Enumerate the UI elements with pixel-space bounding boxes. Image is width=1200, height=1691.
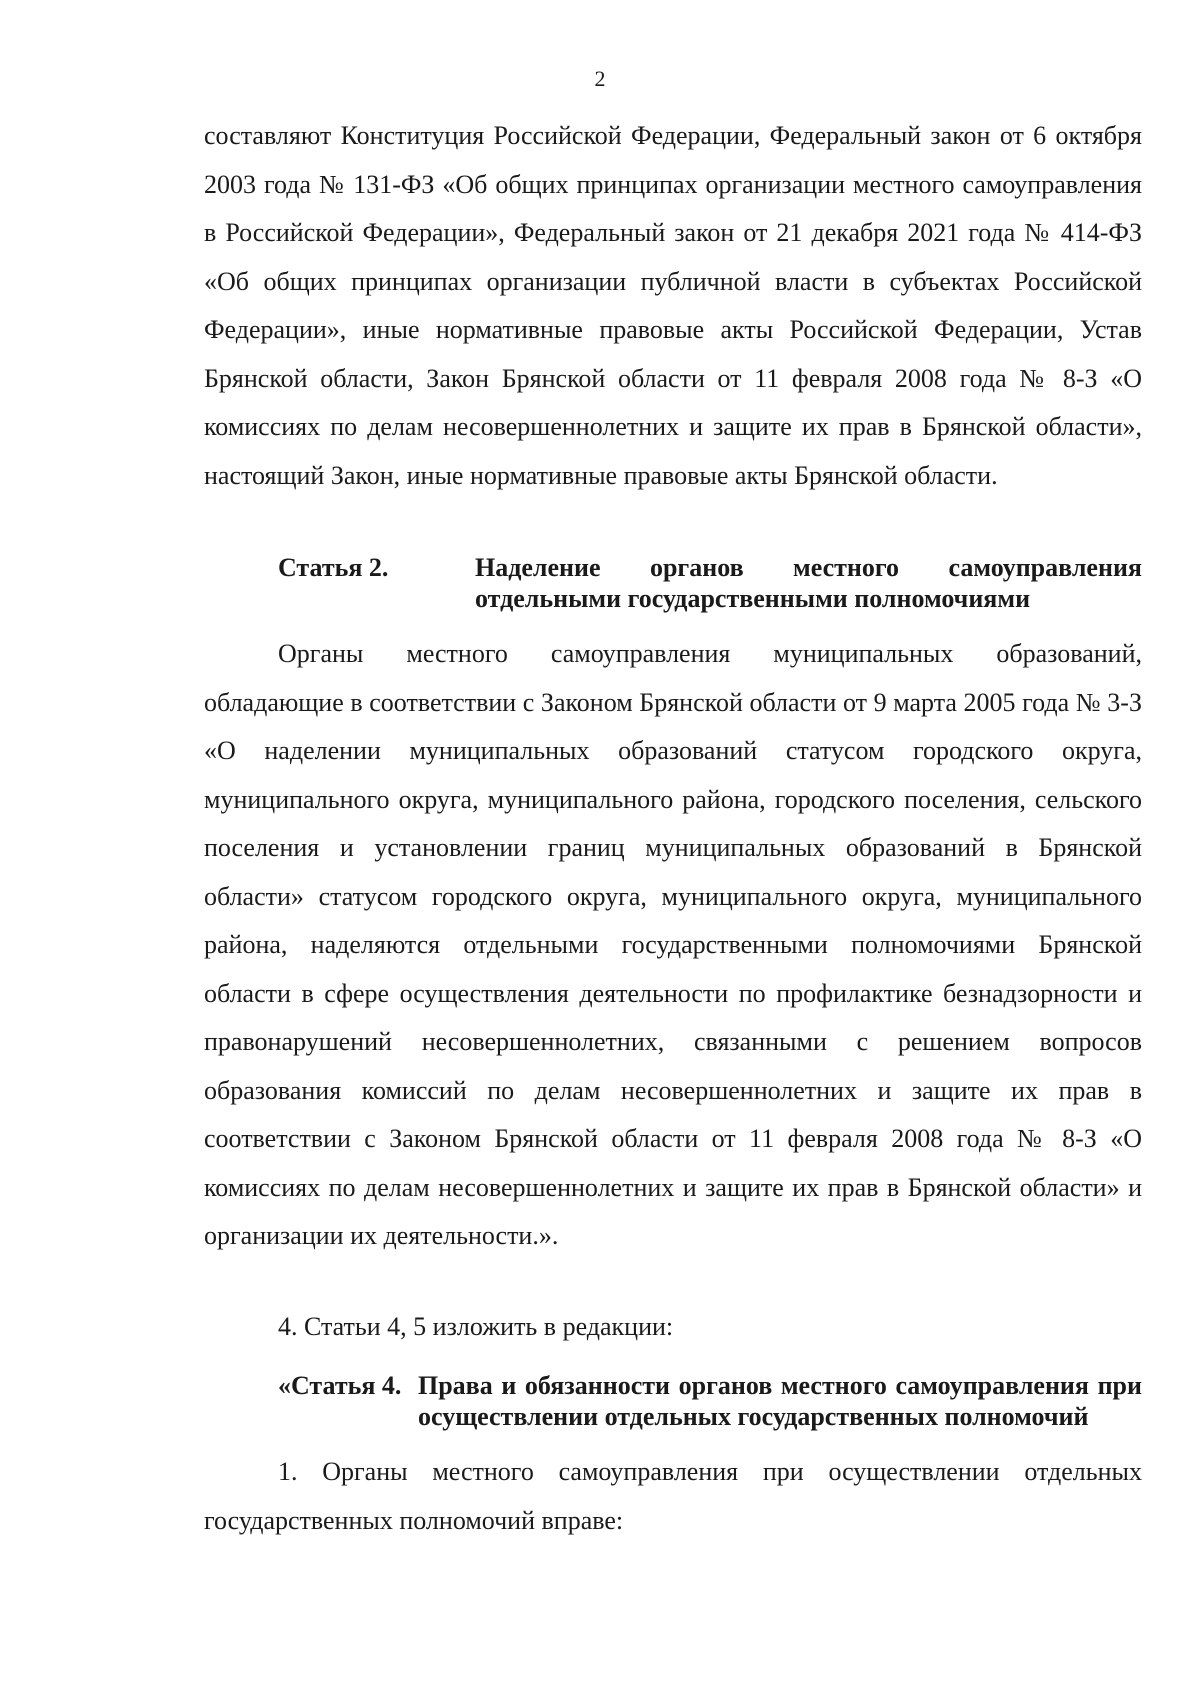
paragraph-text: 1. Органы местного самоуправления при осуществлении отдельных государственных полномочий вправе: [204, 1457, 1142, 1535]
article-2-number: Статья 2. [278, 553, 389, 582]
article-4-heading [204, 1370, 1142, 1432]
paragraph-text: Органы местного самоуправления муниципальных образований, обладающие в соответствии с Законом Брянской области от 9 марта 2005 года № 3-З «О наделении муниципальных образований статусом городского округа, муниципального округа, муниципального района, городского поселения, сельского поселения и установлении границ муниципальных образований в Брянской области» статусом городского округа, муниципального округа, муниципального района, наделяются отдельными государственными полномочиями Брянской области в сфере осуществления деятельности по профилактике безнадзорности и правонарушений несовершеннолетних, связанными с решением вопросов образования комиссий по делам несовершеннолетних и защите их прав в соответствии с Законом Брянской области от 11 февраля 2008 года № 8-З «О комиссиях по делам несовершеннолетних и защите их прав в Брянской области» и организации их деятельности.». [204, 639, 1142, 1250]
page-number: 2 [594, 66, 606, 91]
article-2-title: Наделение органов местного самоуправления отдельными государственными полномочиями [475, 553, 1142, 613]
paragraph-text: 4. Статьи 4, 5 изложить в редакции: [278, 1312, 674, 1341]
paragraph-legal-basis [204, 112, 1142, 500]
paragraph-text: составляют Конституция Российской Федерации, Федеральный закон от 6 октября 2003 года № 131-ФЗ «Об общих принципах организации местного самоуправления в Российской Федерации», Федеральный закон от 21 декабря 2021 года № 414-ФЗ «Об общих принципах организации публичной власти в субъектах Российской Федерации», иные нормативные правовые акты Российской Федерации, Устав Брянской области, Закон Брянской области от 11 февраля 2008 года № 8-З «О комиссиях по делам несовершеннолетних и защите их прав в Брянской области», настоящий Закон, иные нормативные правовые акты Брянской области. [204, 121, 1142, 490]
article-4-number: «Статья 4. [278, 1371, 402, 1400]
paragraph-article-2-body [204, 630, 1142, 1261]
paragraph-article-4-body [204, 1448, 1142, 1545]
article-4-title: Права и обязанности органов местного самоуправления при осуществлении отдельных государственных полномочий [418, 1371, 1142, 1431]
amendment-item-4 [204, 1303, 1142, 1352]
article-2-heading [204, 552, 1142, 614]
